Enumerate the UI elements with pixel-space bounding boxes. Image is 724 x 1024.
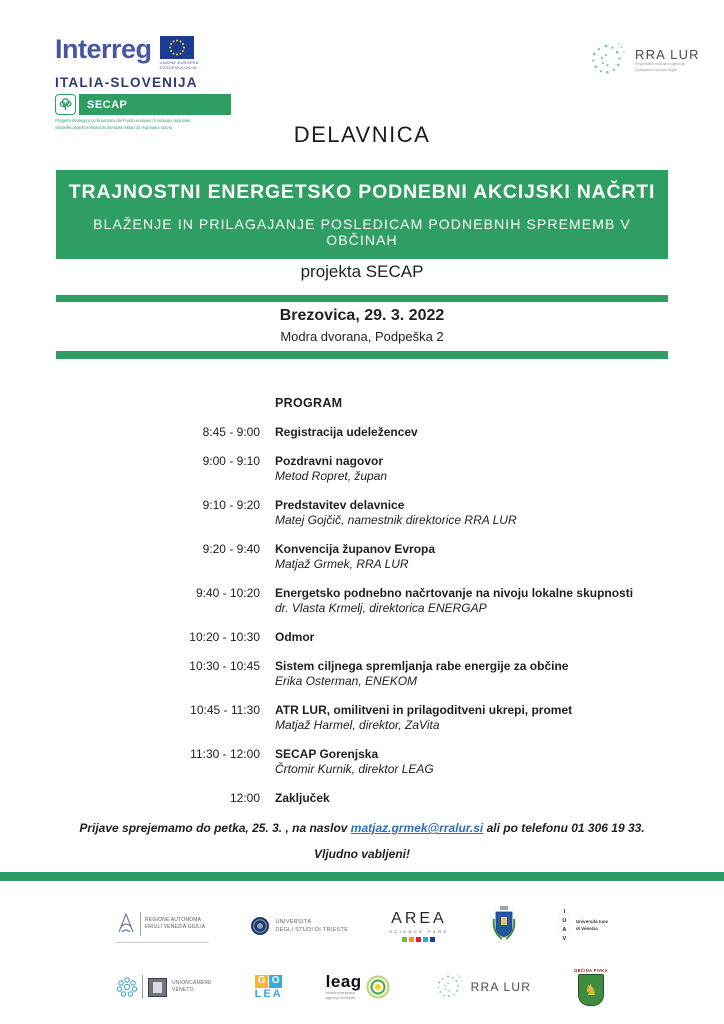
- program-time: 8:45 - 9:00: [202, 425, 260, 439]
- area-subtitle: SCIENCE PARK: [389, 928, 449, 934]
- tree-icon: [55, 94, 76, 115]
- program-heading: PROGRAM: [275, 396, 343, 410]
- leag-wordmark: leag: [325, 971, 362, 991]
- area-wordmark: AREA: [391, 909, 447, 927]
- municipal-crest-icon: [490, 905, 518, 947]
- program-content: [275, 454, 387, 484]
- rra-lur-logo-bottom: [433, 972, 531, 1002]
- municipal-crest-logo: [490, 905, 518, 947]
- program-row: [170, 454, 670, 484]
- area-color-square: [409, 937, 414, 942]
- partner-logos-row-2: [116, 956, 608, 1018]
- area-color-square: [430, 937, 435, 942]
- program-time: 10:20 - 10:30: [189, 630, 260, 644]
- program-content: [275, 703, 572, 733]
- program-row: [170, 747, 670, 777]
- program-content: [275, 586, 633, 616]
- fvg-label: REGIONE AUTONOMA FRIULI VENEZIA GIULIA: [145, 916, 206, 930]
- page-title: DELAVNICA: [293, 122, 431, 147]
- unioncamere-veneto-logo: [116, 975, 212, 999]
- program-row: [170, 791, 670, 806]
- program-schedule: [170, 425, 670, 806]
- program-title: Konvencija županov Evropa: [275, 542, 436, 556]
- eu-flag-icon: [160, 36, 194, 59]
- program-title: Energetsko podnebno načrtovanje na nivoju lokalne skupnosti: [275, 586, 634, 600]
- program-row: [170, 498, 670, 528]
- area-science-park-logo: [389, 911, 449, 942]
- bottom-green-bar: [0, 872, 724, 881]
- program-speaker: Erika Osterman, ENEKOM: [275, 674, 418, 688]
- area-color-square: [423, 937, 428, 942]
- email-link[interactable]: matjaz.grmek@rralur.si: [350, 821, 484, 835]
- program-speaker: dr. Vlasta Krmelj, direktorica ENERGAP: [275, 601, 487, 615]
- obcina-pivka-shield-icon: ♞: [578, 974, 604, 1006]
- program-title: Sistem ciljnega spremljanja rabe energije za občine: [275, 659, 569, 673]
- registration-note-prefix: Prijave sprejemamo do petka, 25. 3. , na naslov: [79, 821, 351, 835]
- event-venue: Modra dvorana, Podpeška 2: [280, 329, 444, 344]
- program-speaker: Črtomir Kurnik, direktor LEAG: [275, 762, 434, 776]
- program-speaker: Matjaž Grmek, RRA LUR: [275, 557, 409, 571]
- unioncamere-label: UNIONCAMERE VENETO: [172, 979, 212, 993]
- fvg-eagle-icon: [116, 911, 136, 937]
- program-row: [170, 659, 670, 689]
- divider: [140, 912, 141, 936]
- fvg-region-logo: [116, 909, 209, 943]
- leag-circle-icon: [366, 975, 390, 999]
- eu-caption: UNIONE EUROPEA EVROPSKA UNIJA: [159, 60, 199, 71]
- iuav-letters: I · · · U · · · A · · · V: [558, 908, 570, 942]
- obcina-pivka-label: OBČINA PIVKA: [574, 968, 608, 973]
- program-title: Odmor: [275, 630, 315, 644]
- interreg-wordmark: Interreg: [55, 34, 152, 64]
- divider-bar-bottom: [56, 351, 668, 359]
- university-trieste-label: UNIVERSITÀ DEGLI STUDI DI TRIESTE: [275, 918, 349, 933]
- university-trieste-logo: [250, 916, 348, 936]
- program-content: [275, 498, 517, 528]
- project-subheading: projekta SECAP: [300, 262, 424, 281]
- program-time: 9:10 - 9:20: [202, 498, 260, 512]
- banner-title: TRAJNOSTNI ENERGETSKO PODNEBNI AKCIJSKI NAČRTI: [68, 181, 656, 203]
- golea-letters-lea: LEA: [254, 987, 283, 1000]
- unioncamere-rosette-icon: [116, 976, 138, 998]
- leag-subtitle: lokalna energetska agencija Gorenjske: [325, 990, 356, 1000]
- rra-lur-name: RRA LUR: [470, 980, 532, 994]
- program-row: [170, 703, 670, 733]
- program-content: [275, 542, 435, 572]
- program-content: [275, 747, 434, 777]
- program-content: [275, 425, 418, 440]
- rra-lur-dotted-circle-icon: [586, 40, 626, 80]
- program-title: Pozdravni nagovor: [275, 454, 384, 468]
- program-time: 11:30 - 12:00: [190, 747, 260, 761]
- program-title: Registracija udeležencev: [275, 425, 418, 439]
- rra-lur-dotted-circle-icon: [433, 972, 463, 1002]
- banner-subtitle: BLAŽENJE IN PRILAGAJANJE POSLEDICAM PODNEBNIH SPREMEMB V OBČINAH: [93, 216, 631, 248]
- unioncamere-emblem-icon: [148, 978, 167, 997]
- program-content: [275, 630, 314, 645]
- program-title: ATR LUR, omilitveni in prilagoditveni ukrepi, promet: [275, 703, 573, 717]
- secap-project-label: SECAP: [79, 94, 231, 115]
- program-speaker: Matjaž Harmel, direktor, ZaVita: [275, 718, 440, 732]
- interreg-program-name: ITALIA-SLOVENIJA: [55, 75, 198, 91]
- program-title: Zaključek: [275, 791, 330, 805]
- program-title: SECAP Gorenjska: [275, 747, 379, 761]
- area-color-square: [402, 937, 407, 942]
- program-time: 12:00: [229, 791, 260, 805]
- iuav-label: Università Iuav di Venezia: [575, 919, 608, 931]
- program-row: [170, 586, 670, 616]
- program-row: [170, 630, 670, 645]
- registration-note: [0, 821, 724, 835]
- divider: [142, 975, 143, 999]
- program-content: [275, 791, 330, 806]
- divider-bar-top: [56, 295, 668, 302]
- program-section: [170, 396, 670, 820]
- golea-letter-o: O: [269, 975, 282, 988]
- program-time: 9:40 - 10:20: [195, 586, 260, 600]
- program-content: [275, 659, 568, 689]
- interreg-logo: [55, 36, 231, 131]
- obcina-pivka-logo: [574, 968, 608, 1006]
- interreg-fineprint: Progetto strategico co-finanziato dal Fondo europeo di sviluppo regionale Strateški projekt sofinancira Evropski sklad za regionalni razvoj: [55, 118, 191, 130]
- program-time: 9:20 - 9:40: [202, 542, 260, 556]
- program-speaker: Metod Ropret, župan: [275, 469, 388, 483]
- golea-letter-g: G: [255, 975, 268, 988]
- program-row: [170, 542, 670, 572]
- event-date: Brezovica, 29. 3. 2022: [279, 307, 445, 324]
- closing-invitation: Vljudno vabljeni!: [313, 847, 410, 861]
- partner-logos-row-1: [116, 898, 608, 954]
- program-row: [170, 425, 670, 440]
- area-color-square: [416, 937, 421, 942]
- program-time: 10:45 - 11:30: [190, 703, 260, 717]
- program-title: Predstavitev delavnice: [275, 498, 405, 512]
- university-trieste-seal-icon: [250, 916, 270, 936]
- golea-logo: [255, 975, 283, 1000]
- program-time: 9:00 - 9:10: [202, 454, 260, 468]
- rra-lur-subtitle: Regionalna razvojna agencija Ljubljanske urbane regije: [635, 61, 685, 72]
- registration-note-suffix: ali po telefonu 01 306 19 33.: [483, 821, 645, 835]
- rra-lur-logo-top: [586, 40, 700, 80]
- area-color-squares: [402, 937, 435, 942]
- program-speaker: Matej Gojčič, namestnik direktorice RRA LUR: [275, 513, 517, 527]
- leag-logo: [326, 973, 390, 1002]
- rra-lur-name: RRA LUR: [635, 46, 700, 62]
- iuav-venezia-logo: [559, 910, 608, 943]
- program-time: 10:30 - 10:45: [189, 659, 260, 673]
- title-banner: [56, 170, 668, 259]
